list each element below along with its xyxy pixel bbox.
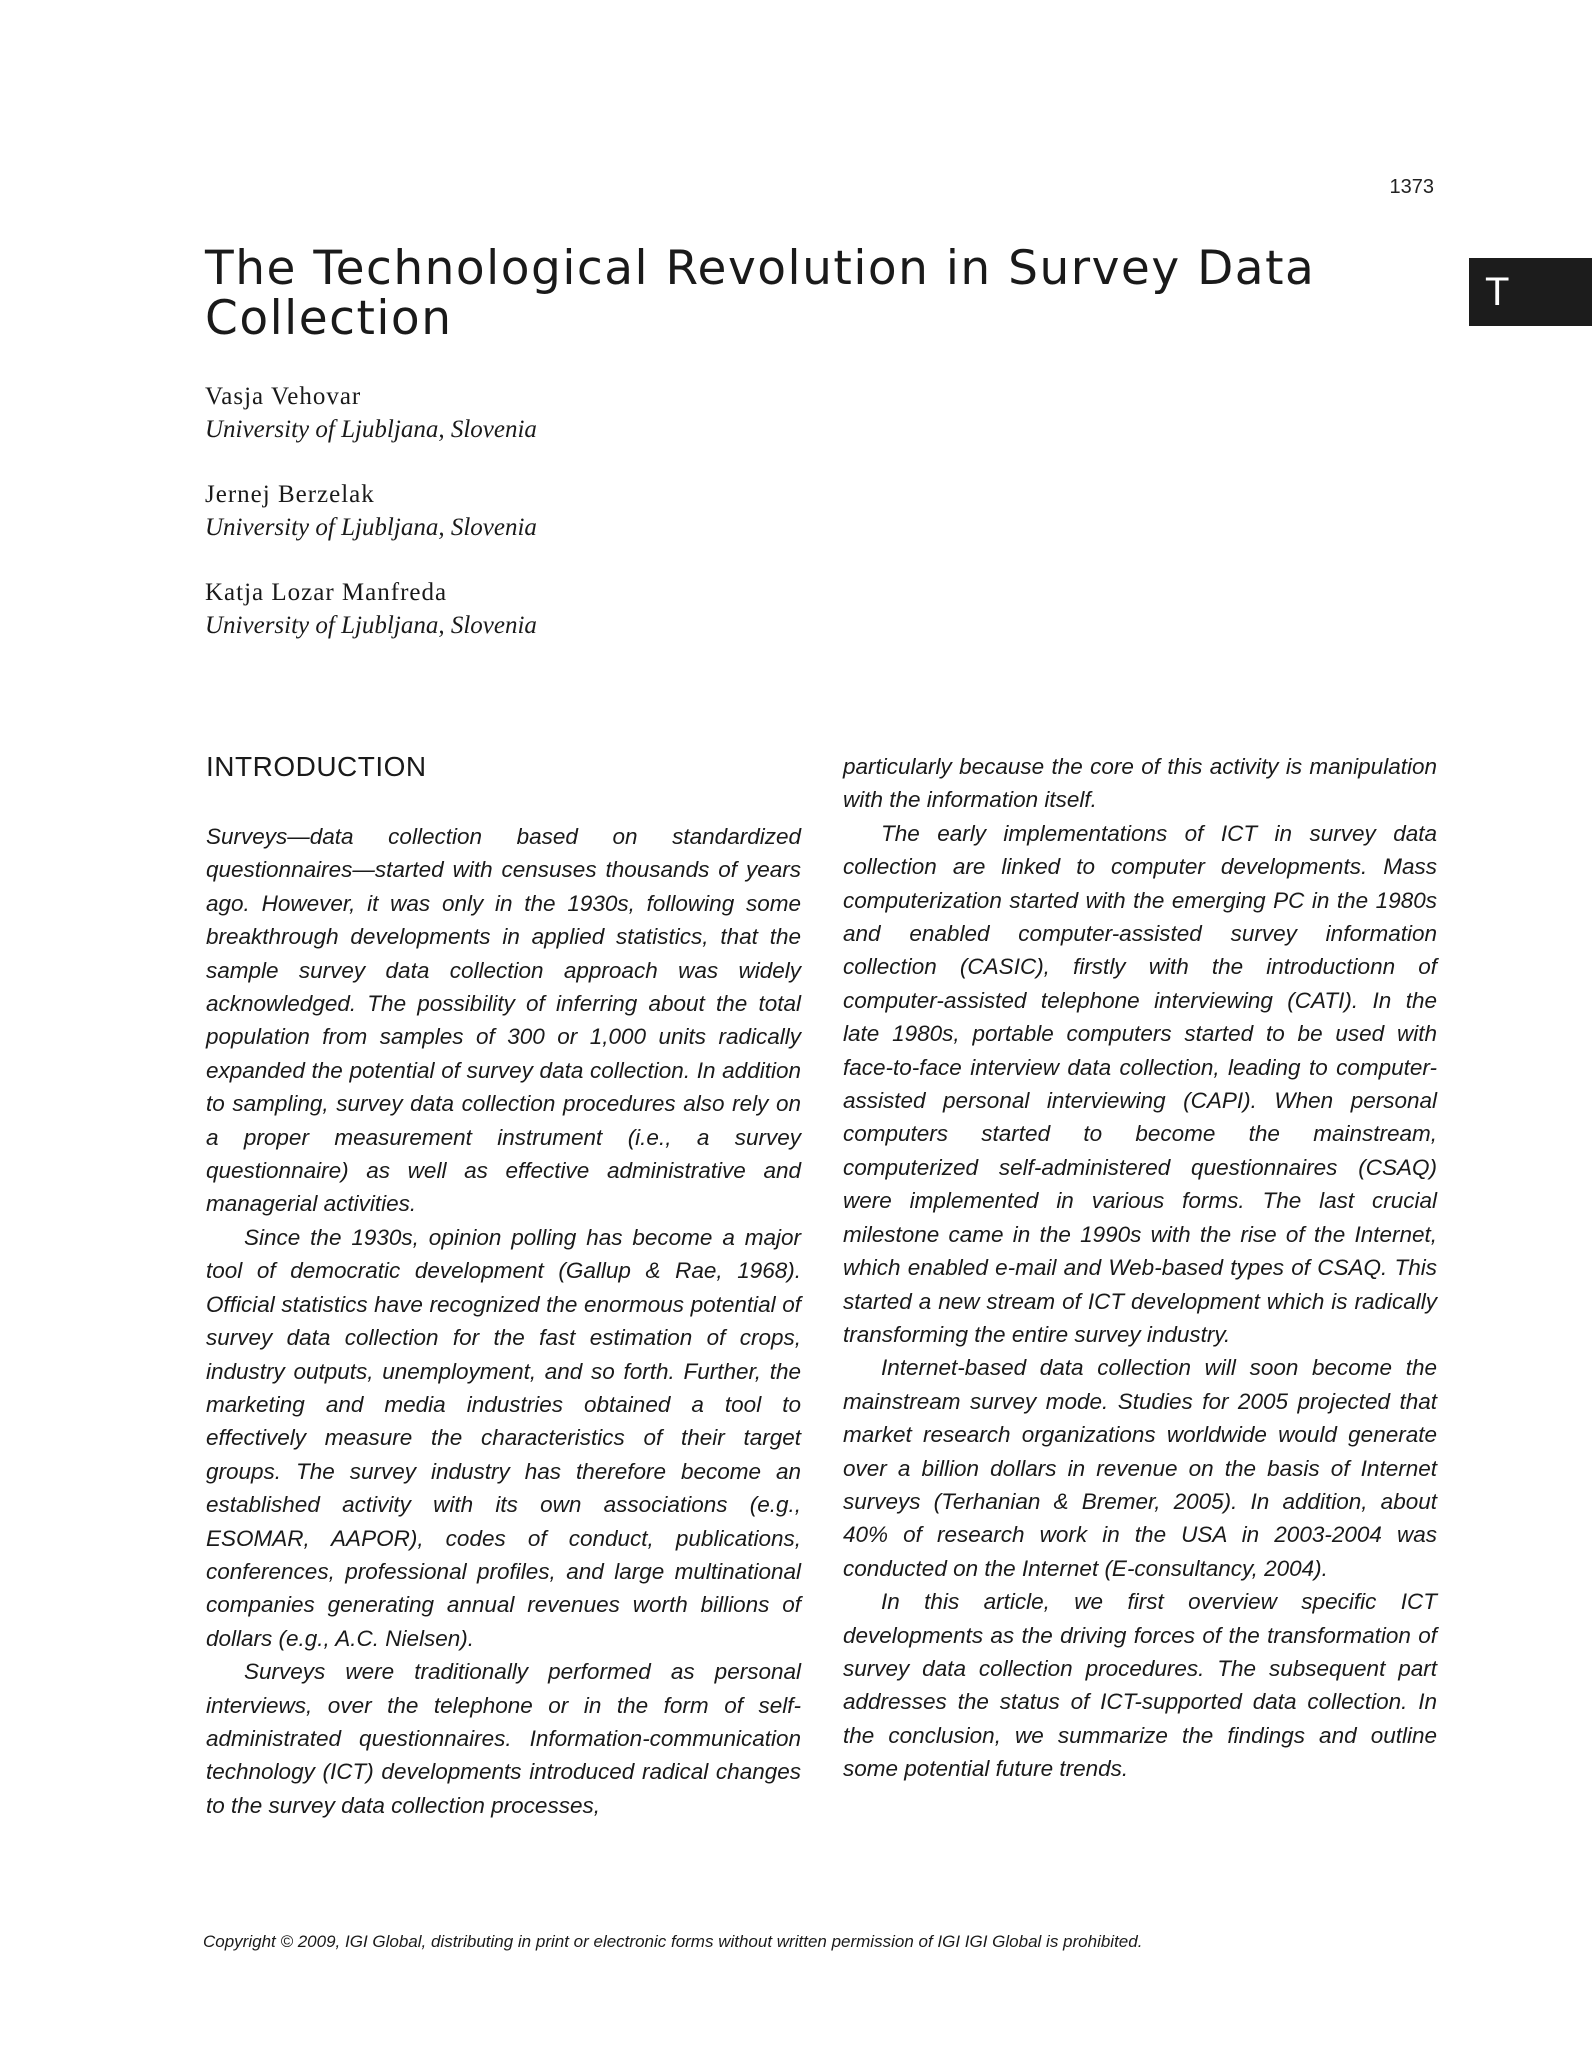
body-paragraph: The early implementations of ICT in survey data collection are linked to computer developments. Mass computerization started with the emerging PC in the 1980s and enabled computer-assisted survey information collection (CASIC), firstly with the introductionn of computer-assisted telephone interviewing (CATI). In the late 1980s, portable computers started to be used with face-to-face interview data collection, leading to computer-assisted personal interviewing (CAPI). When personal computers started to become the mainstream, computerized self-administered questionnaires (CSAQ) were implemented in various forms. The last crucial milestone came in the 1990s with the rise of the Internet, which enabled e-mail and Web-based types of CSAQ. This started a new stream of ICT development which is radically transforming the entire survey industry. xyxy=(843,820,1437,1347)
left-column xyxy=(206,750,801,1822)
author-name: Katja Lozar Manfreda xyxy=(205,579,448,606)
body-paragraph-continued: particularly because the core of this activity is manipulation with the information itself. xyxy=(843,754,1437,813)
author-affiliation: University of Ljubljana, Slovenia xyxy=(205,416,537,443)
author-block xyxy=(205,478,905,544)
author-affiliation: University of Ljubljana, Slovenia xyxy=(205,514,537,541)
body-paragraph: Since the 1930s, opinion polling has become a major tool of democratic development (Gallup & Rae, 1968). Official statistics have recognized the enormous potential of survey data collection for the fast estimation of crops, industry outputs, unemployment, and so forth. Further, the marketing and media industries obtained a tool to effectively measure the characteristics of their target groups. The survey industry has therefore become an established activity with its own associations (e.g., ESOMAR, AAPOR), codes of conduct, publications, conferences, professional profiles, and large multinational companies generating annual revenues worth billions of dollars (e.g., A.C. Nielsen). xyxy=(206,1224,801,1651)
author-affiliation: University of Ljubljana, Slovenia xyxy=(205,612,537,639)
author-list xyxy=(205,380,905,674)
author-name: Vasja Vehovar xyxy=(205,383,362,410)
author-name: Jernej Berzelak xyxy=(205,481,375,508)
author-block xyxy=(205,576,905,642)
article-title: The Technological Revolution in Survey Data Collection xyxy=(205,241,1316,346)
author-block xyxy=(205,380,905,446)
copyright-footer: Copyright © 2009, IGI Global, distributing in print or electronic forms without written permission of IGI IGI Global is prohibited. xyxy=(203,1932,1143,1951)
section-letter-tab: T xyxy=(1469,258,1592,326)
body-paragraph: Surveys—data collection based on standardized questionnaires—started with censuses thousands of years ago. However, it was only in the 1930s, following some breakthrough developments in applied statistics, that the sample survey data collection approach was widely acknowledged. The possibility of inferring about the total population from samples of 300 or 1,000 units radically expanded the potential of survey data collection. In addition to sampling, survey data collection procedures also rely on a proper measurement instrument (i.e., a survey questionnaire) as well as effective administrative and managerial activities. xyxy=(206,824,801,1217)
body-paragraph: In this article, we first overview specific ICT developments as the driving forces of the transformation of survey data collection procedures. The subsequent part addresses the status of ICT-supported data collection. In the conclusion, we summarize the findings and outline some potential future trends. xyxy=(843,1589,1437,1782)
section-heading: INTRODUCTION xyxy=(206,751,427,782)
right-column xyxy=(843,750,1437,1786)
body-paragraph: Internet-based data collection will soon become the mainstream survey mode. Studies for 2005 projected that market research organizations worldwide would generate over a billion dollars in revenue on the basis of Internet surveys (Terhanian & Bremer, 2005). In addition, about 40% of research work in the USA in 2003-2004 was conducted on the Internet (E-consultancy, 2004). xyxy=(843,1355,1437,1581)
body-paragraph: Surveys were traditionally performed as personal interviews, over the telephone or in the form of self-administrated questionnaires. Information-communication technology (ICT) developments introduced radical changes to the survey data collection processes, xyxy=(206,1659,801,1818)
page-number: 1373 xyxy=(1389,176,1434,198)
